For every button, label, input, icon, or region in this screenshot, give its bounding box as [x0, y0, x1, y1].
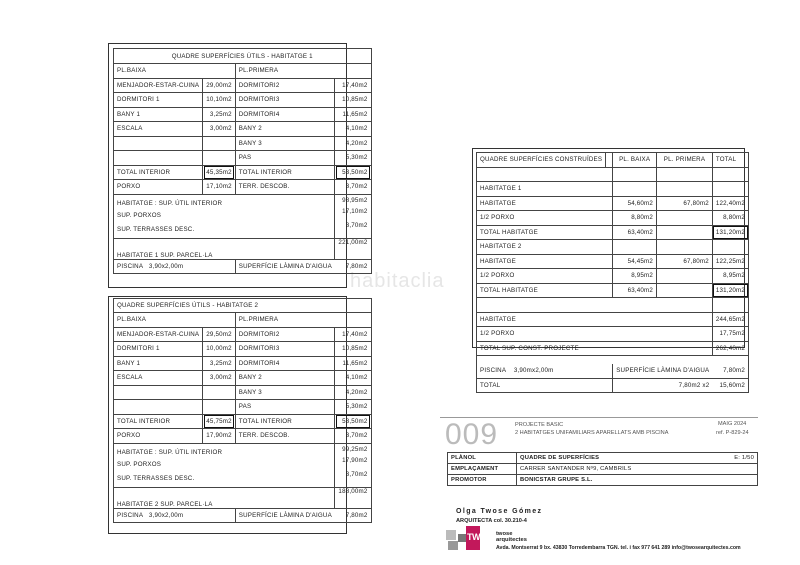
- right-room-name: BANY 3: [235, 385, 335, 400]
- left-room-name: DORMITORI 1: [114, 342, 203, 357]
- right-room-area: 5,30m2: [335, 400, 371, 415]
- h1-lamina-label: SUPERFÍCIE LÀMINA D'AIGUA: [235, 259, 335, 274]
- right-room-name: DORMITORI2: [235, 78, 335, 93]
- h2-total-left-label: TOTAL INTERIOR: [114, 414, 203, 429]
- right-room-area: 17,40m2: [335, 78, 371, 93]
- architect-col: ARQUITECTA col. 30.210-4: [456, 518, 527, 524]
- constr-col-total: TOTAL: [712, 153, 748, 168]
- empl-value: CARRER SANTANDER Nº9, CAMBRILS: [517, 464, 758, 475]
- constr-total-label: TOTAL: [477, 378, 613, 393]
- sum-value: 244,65m2: [712, 312, 748, 327]
- left-room-area: 10,10m2: [203, 93, 235, 108]
- sum-label: HABITATGE: [477, 312, 713, 327]
- row-baixa: 8,95m2: [613, 269, 657, 284]
- sum-label: TOTAL SUP. CONST. PROJECTE: [477, 341, 713, 356]
- left-room-area: 3,00m2: [203, 122, 235, 137]
- h2-summary-value: 99,25m2: [342, 445, 368, 453]
- room-row: [114, 122, 372, 137]
- h1-total-right-label: TOTAL INTERIOR: [235, 165, 335, 180]
- row-primera: [657, 211, 713, 226]
- h2-terr-label: TERR. DESCOB.: [235, 429, 335, 444]
- constr-h1-label: HABITATGE 1: [477, 182, 613, 197]
- left-room-area: 3,25m2: [203, 107, 235, 122]
- right-room-name: DORMITORI3: [235, 342, 335, 357]
- h1-porxo-label: PORXO: [114, 180, 203, 195]
- right-room-area: 11,65m2: [335, 107, 371, 122]
- right-room-area: 4,20m2: [335, 136, 371, 151]
- right-room-name: DORMITORI2: [235, 327, 335, 342]
- h1-left-header: PL.BAIXA: [114, 64, 236, 79]
- row-primera: 67,80m2: [657, 196, 713, 211]
- right-room-area: 4,10m2: [335, 371, 371, 386]
- right-room-name: DORMITORI4: [235, 356, 335, 371]
- h2-total-left-value: 45,75m2: [203, 414, 235, 429]
- h1-total-right-value: 53,50m2: [335, 165, 371, 180]
- h1-terr-label: TERR. DESCOB.: [235, 180, 335, 195]
- room-row: [114, 327, 372, 342]
- room-row: [114, 151, 372, 166]
- h1-title: QUADRE SUPERFÍCIES ÚTILS - HABITATGE 1: [114, 49, 372, 64]
- empl-label: EMPLAÇAMENT: [448, 464, 517, 475]
- right-room-name: BANY 2: [235, 122, 335, 137]
- constr-h2-label: HABITATGE 2: [477, 240, 613, 255]
- room-row: [114, 93, 372, 108]
- h1-summary-line: SUP. PORXOS: [117, 211, 162, 219]
- h2-summary-value: 3,70m2: [345, 470, 368, 478]
- h1-summary-value: 17,10m2: [342, 207, 368, 215]
- constr-piscina-dims: 3,90mx2,00m: [513, 367, 554, 375]
- right-room-area: 10,85m2: [335, 93, 371, 108]
- row-label: HABITATGE: [477, 196, 613, 211]
- constr-total-value: 15,60m2: [712, 378, 748, 393]
- h2-parcel-label: HABITATGE 2 SUP. PARCEL·LA: [114, 487, 335, 508]
- constr-sum-row: [477, 327, 749, 342]
- constr-h2-total-baixa: 63,40m2: [613, 283, 657, 298]
- constr-col-primera: PL. PRIMERA: [657, 153, 713, 168]
- h2-title: QUADRE SUPERFÍCIES ÚTILS - HABITATGE 2: [114, 299, 372, 313]
- right-room-name: PAS: [235, 151, 335, 166]
- project-description: 2 HABITATGES UNIFAMILIARS APARELLATS AMB PISCINA: [515, 430, 669, 436]
- h1-summary-line: SUP. TERRASSES DESC.: [117, 225, 195, 233]
- h2-table: [113, 298, 372, 523]
- left-room-area: [203, 400, 235, 415]
- left-room-name: [114, 151, 203, 166]
- drawing-number: 009: [445, 418, 499, 451]
- left-room-name: BANY 1: [114, 356, 203, 371]
- h2-right-header: PL.PRIMERA: [235, 313, 371, 328]
- left-room-area: 29,00m2: [203, 78, 235, 93]
- room-row: [114, 400, 372, 415]
- project-ref: ref. P-829-24: [716, 430, 749, 436]
- constr-table: [476, 152, 749, 393]
- h2-summary-line: SUP. PORXOS: [117, 460, 162, 468]
- h2-piscina-dims: 3,90x2,00m: [148, 511, 184, 519]
- constr-sum-row: [477, 312, 749, 327]
- room-row: [114, 136, 372, 151]
- h2-porxo-value: 17,90m2: [203, 429, 235, 444]
- left-room-name: [114, 385, 203, 400]
- studio-logo: [446, 526, 494, 552]
- left-room-area: 10,00m2: [203, 342, 235, 357]
- h1-summary-value: 3,70m2: [345, 221, 368, 229]
- h2-summary-line: SUP. TERRASSES DESC.: [117, 474, 195, 482]
- right-room-area: 11,65m2: [335, 356, 371, 371]
- left-room-name: MENJADOR-ESTAR-CUINA: [114, 78, 203, 93]
- h1-piscina-dims: 3,90x2,00m: [148, 262, 184, 270]
- constr-lamina-label: SUPERFÍCIE LÀMINA D'AIGUA: [613, 364, 713, 378]
- studio-name: twose arquitectes: [496, 531, 527, 543]
- left-room-area: 3,25m2: [203, 356, 235, 371]
- row-total: 122,40m2: [712, 196, 748, 211]
- constr-piscina-label: PISCINA: [480, 367, 507, 375]
- h2-lamina-label: SUPERFÍCIE LÀMINA D'AIGUA: [235, 508, 335, 523]
- constr-row: [477, 211, 749, 226]
- left-room-name: ESCALA: [114, 371, 203, 386]
- left-room-name: DORMITORI 1: [114, 93, 203, 108]
- h2-parcel-value: 188,00m2: [335, 487, 371, 508]
- h1-summary-line: HABITATGE : SUP. ÚTIL INTERIOR: [117, 199, 223, 207]
- right-room-name: BANY 3: [235, 136, 335, 151]
- architect-name: Olga Twose Gómez: [456, 508, 543, 515]
- left-room-area: [203, 385, 235, 400]
- right-room-name: DORMITORI4: [235, 107, 335, 122]
- right-room-area: 4,10m2: [335, 122, 371, 137]
- logo-letters: TW: [467, 532, 480, 542]
- right-room-area: 10,85m2: [335, 342, 371, 357]
- sum-label: 1/2 PORXO: [477, 327, 713, 342]
- constr-h1-total-baixa: 63,40m2: [613, 225, 657, 240]
- cartouche-table: [447, 452, 758, 486]
- right-room-area: 4,20m2: [335, 385, 371, 400]
- left-room-name: ESCALA: [114, 122, 203, 137]
- constr-row: [477, 269, 749, 284]
- studio-address: Avda. Montserrat 9 bx. 43830 Torredembarra TGN. tel. i fax 977 641 289 info@twosearquitectes.com: [496, 545, 741, 551]
- h2-left-header: PL.BAIXA: [114, 313, 236, 328]
- row-total: 122,25m2: [712, 254, 748, 269]
- constr-h2-total-label: TOTAL HABITATGE: [477, 283, 613, 298]
- sum-value: 17,75m2: [712, 327, 748, 342]
- h1-parcel-value: 221,00m2: [335, 238, 371, 259]
- h1-lamina-value: 7,80m2: [335, 259, 371, 274]
- room-row: [114, 356, 372, 371]
- constr-lamina-value: 7,80m2: [712, 364, 748, 378]
- constr-h1-total-label: TOTAL HABITATGE: [477, 225, 613, 240]
- row-primera: [657, 269, 713, 284]
- constr-row: [477, 254, 749, 269]
- right-room-name: PAS: [235, 400, 335, 415]
- promotor-label: PROMOTOR: [448, 475, 517, 486]
- planol-label: PLÀNOL: [448, 453, 517, 464]
- planol-scale: E: 1/50: [701, 453, 758, 464]
- h2-total-right-value: 53,50m2: [335, 414, 371, 429]
- h1-total-left-label: TOTAL INTERIOR: [114, 165, 203, 180]
- h2-lamina-value: 7,80m2: [335, 508, 371, 523]
- project-date: MAIG 2024: [718, 421, 747, 427]
- room-row: [114, 107, 372, 122]
- h1-terr-value: 3,70m2: [335, 180, 371, 195]
- h1-parcel-label: HABITATGE 1 SUP. PARCEL·LA: [114, 238, 335, 259]
- row-baixa: 8,80m2: [613, 211, 657, 226]
- h1-piscina-label: PISCINA: [117, 262, 144, 270]
- row-label: HABITATGE: [477, 254, 613, 269]
- left-room-name: BANY 1: [114, 107, 203, 122]
- constr-row: [477, 196, 749, 211]
- left-room-area: 29,50m2: [203, 327, 235, 342]
- room-row: [114, 385, 372, 400]
- row-total: 8,80m2: [712, 211, 748, 226]
- constr-h2-total-value: 131,20m2: [712, 283, 748, 298]
- left-room-name: [114, 400, 203, 415]
- right-room-name: DORMITORI3: [235, 93, 335, 108]
- h2-piscina-label: PISCINA: [117, 511, 144, 519]
- constr-col-baixa: PL. BAIXA: [613, 153, 657, 168]
- left-room-area: 3,00m2: [203, 371, 235, 386]
- constr-title: QUADRE SUPERFÍCIES CONSTRUÏDES: [477, 153, 606, 168]
- watermark: habitaclia: [350, 270, 445, 292]
- room-row: [114, 78, 372, 93]
- h2-summary-line: HABITATGE : SUP. ÚTIL INTERIOR: [117, 448, 223, 456]
- h1-total-left-value: 45,35m2: [203, 165, 235, 180]
- h1-table: [113, 48, 372, 274]
- row-label: 1/2 PORXO: [477, 269, 613, 284]
- constr-h1-total-value: 131,20m2: [712, 225, 748, 240]
- h2-summary-value: 17,90m2: [342, 456, 368, 464]
- room-row: [114, 371, 372, 386]
- right-room-name: BANY 2: [235, 371, 335, 386]
- room-row: [114, 342, 372, 357]
- left-room-name: [114, 136, 203, 151]
- constr-sum-row: [477, 341, 749, 356]
- promotor-value: BONICSTAR GRUPE S.L.: [517, 475, 758, 486]
- row-label: 1/2 PORXO: [477, 211, 613, 226]
- sum-value: 262,40m2: [712, 341, 748, 356]
- left-room-name: MENJADOR-ESTAR-CUINA: [114, 327, 203, 342]
- row-baixa: 54,45m2: [613, 254, 657, 269]
- projecte-label: PROJECTE BASIC: [515, 422, 564, 428]
- right-room-area: 5,30m2: [335, 151, 371, 166]
- left-room-area: [203, 151, 235, 166]
- row-primera: 67,80m2: [657, 254, 713, 269]
- row-baixa: 54,60m2: [613, 196, 657, 211]
- h2-total-right-label: TOTAL INTERIOR: [235, 414, 335, 429]
- h2-porxo-label: PORXO: [114, 429, 203, 444]
- left-room-area: [203, 136, 235, 151]
- h1-porxo-value: 17,10m2: [203, 180, 235, 195]
- row-total: 8,95m2: [712, 269, 748, 284]
- h1-right-header: PL.PRIMERA: [235, 64, 371, 79]
- h2-terr-value: 3,70m2: [335, 429, 371, 444]
- right-room-area: 17,40m2: [335, 327, 371, 342]
- h1-summary-value: 98,95m2: [342, 196, 368, 204]
- planol-value: QUADRE DE SUPERFÍCIES: [517, 453, 701, 464]
- constr-total-mid: 7,80m2 x2: [613, 378, 713, 393]
